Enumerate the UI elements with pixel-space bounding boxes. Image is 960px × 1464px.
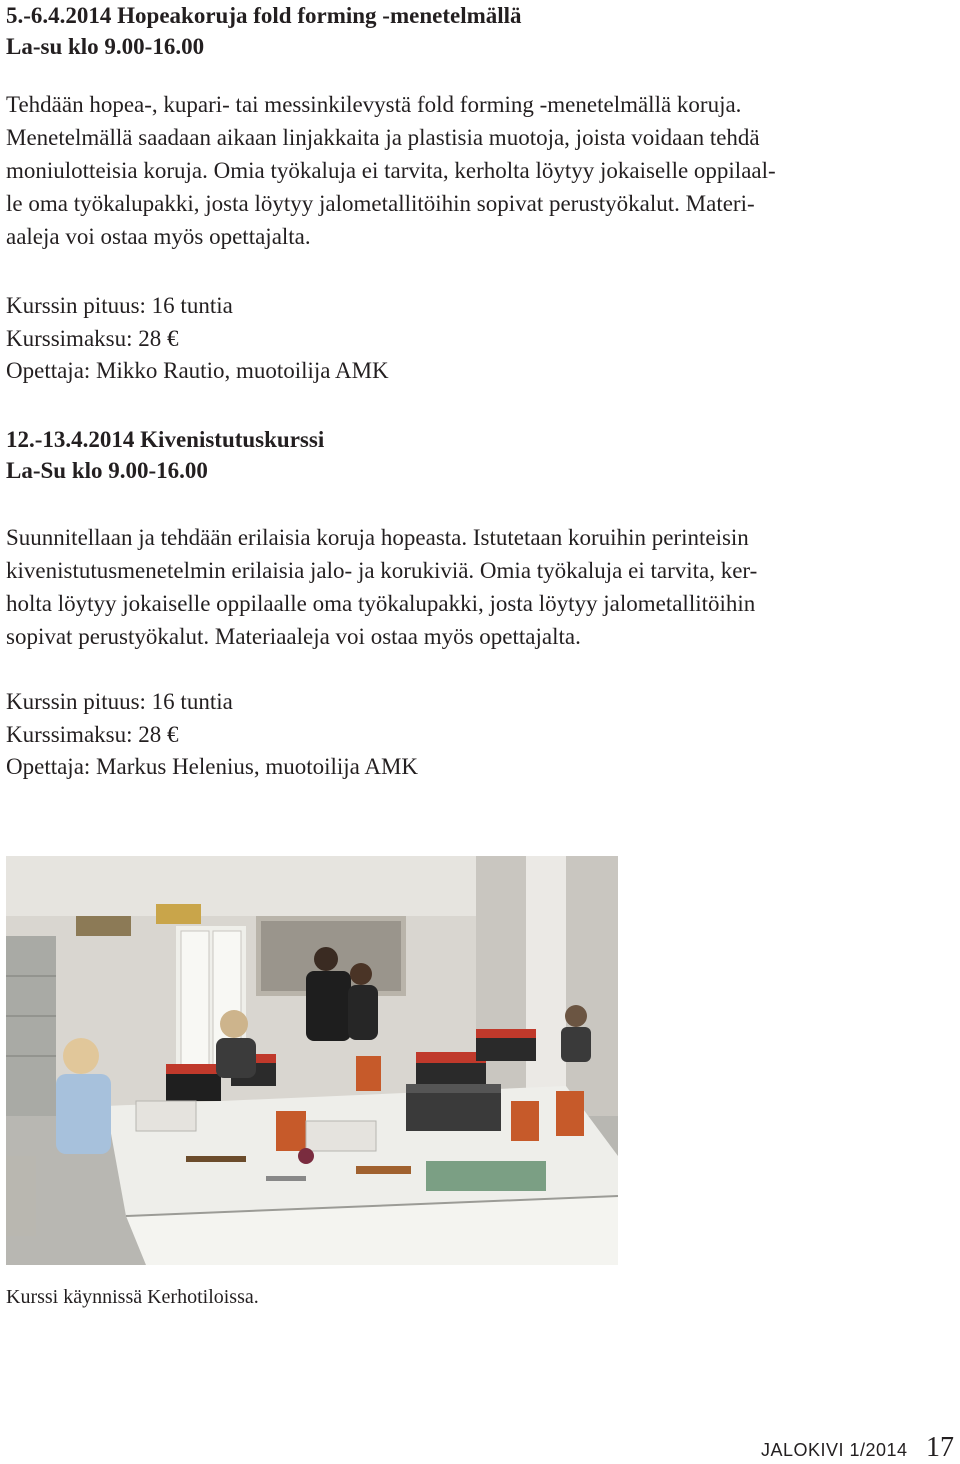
course-2-teacher: Opettaja: Markus Helenius, muotoilija AMK [6,754,419,779]
course-1-teacher: Opettaja: Mikko Rautio, muotoilija AMK [6,358,389,383]
course-1-time: La-su klo 9.00-16.00 [6,34,205,59]
course-1-desc-line: Menetelmällä saadaan aikaan linjakkaita ja plastisia muotoja, joista voidaan tehdä [6,125,760,150]
course-2-desc-line: sopivat perustyökalut. Materiaaleja voi ostaa myös opettajalta. [6,624,581,649]
course-1-fee: Kurssimaksu: 28 € [6,325,179,351]
course-1-desc-line: moniulotteisia koruja. Omia työkaluja ei tarvita, kerholta löytyy jokaiselle oppilaal- [6,158,776,183]
course-2-title: 12.-13.4.2014 Kivenistutuskurssi [6,427,325,452]
magazine-name: JALOKIVI 1/2014 [760,1440,908,1460]
course-1-duration: Kurssin pituus: 16 tuntia [6,293,233,318]
course-2-time: La-Su klo 9.00-16.00 [6,458,208,483]
course-2-desc-line: kivenistutusmenetelmin erilaisia jalo- ja korukiviä. Omia työkaluja ei tarvita, ker- [6,558,758,583]
course-1 [6,0,946,62]
course-1-desc-line: aaleja voi ostaa myös opettajalta. [6,224,311,249]
course-1-desc-line: le oma työkalupakki, josta löytyy jalometallitöihin sopivat perustyökalut. Materi- [6,191,755,216]
page-number: 17 [926,1432,954,1463]
course-2-duration: Kurssin pituus: 16 tuntia [6,689,233,714]
course-1-title: 5.-6.4.2014 Hopeakoruja fold forming -menetelmällä [6,3,522,28]
course-2-info [6,686,946,784]
course-1-description [6,88,946,253]
page-footer [761,1432,954,1464]
course-2-desc-line: holta löytyy jokaiselle oppilaalle oma työkalupakki, josta löytyy jalometallitöihin [6,591,756,616]
course-1-desc-line: Tehdään hopea-, kupari- tai messinkilevystä fold forming -menetelmällä koruja. [6,92,742,117]
workshop-photo [6,856,618,1265]
course-1-info [6,290,946,388]
photo-caption: Kurssi käynnissä Kerhotiloissa. [6,1286,259,1308]
course-2-description [6,521,946,653]
course-2-fee: Kurssimaksu: 28 € [6,721,179,747]
course-2-desc-line: Suunnitellaan ja tehdään erilaisia koruja hopeasta. Istutetaan koruihin perinteisin [6,525,749,550]
course-2 [6,424,946,486]
